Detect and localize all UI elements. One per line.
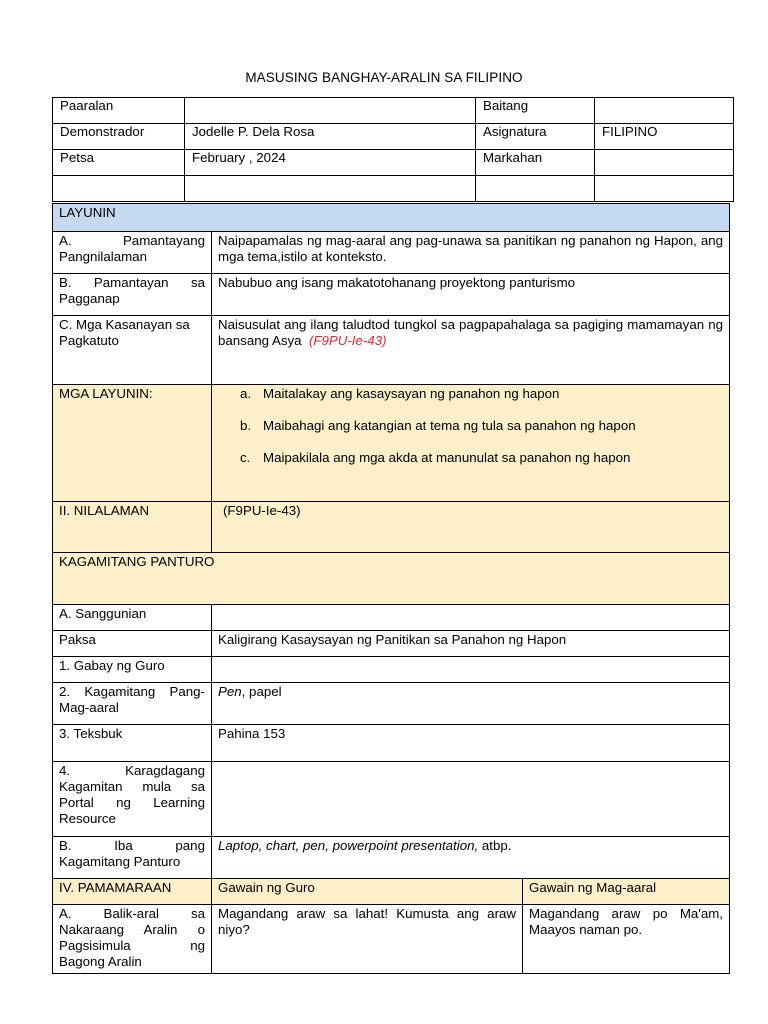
empty-cell	[53, 176, 185, 202]
table-row	[53, 879, 730, 905]
iba-pang-kagamitan-value: Laptop, chart, pen, powerpoint presentation, atbp.	[212, 837, 730, 879]
karagdagang-kagamitan-label: 4. Karagdagang Kagamitan mula sa Portal ng Learning Resource	[53, 762, 212, 837]
baitang-label: Baitang	[476, 98, 595, 124]
balik-aral-label: A. Balik-aral sa Nakaraang Aralin o Pagsisimula ng Bagong Aralin	[53, 905, 212, 974]
empty-cell	[476, 176, 595, 202]
table-row	[53, 316, 730, 385]
list-item: c. Maipakilala ang mga akda at manunulat sa panahon ng hapon	[240, 450, 631, 465]
balik-aral-magaaral-text: Magandang araw po Ma'am, Maayos naman po.	[523, 905, 730, 974]
table-row	[53, 553, 730, 605]
kagamitang-pang-magaaral-value: Pen, papel	[212, 683, 730, 725]
table-row	[53, 837, 730, 879]
balik-aral-guro-text: Magandang araw sa lahat! Kumusta ang araw niyo?	[212, 905, 523, 974]
table-row	[53, 176, 734, 202]
nilalaman-label: II. NILALAMAN	[53, 502, 212, 553]
table-row	[53, 385, 730, 502]
demonstrador-label: Demonstrador	[53, 124, 185, 150]
markahan-label: Markahan	[476, 150, 595, 176]
paaralan-value	[185, 98, 476, 124]
sanggunian-value	[212, 605, 730, 631]
document-title: MASUSING BANGHAY-ARALIN SA FILIPINO	[245, 70, 523, 85]
table-row	[53, 683, 730, 725]
teksbuk-label: 3. Teksbuk	[53, 725, 212, 762]
demonstrador-value: Jodelle P. Dela Rosa	[185, 124, 476, 150]
kasanayan-pagkatuto-text: Naisusulat ang ilang taludtod tungkol sa pagpapahalaga sa pagiging mamamayan ng bansang Asya (F9PU-Ie-43)	[212, 316, 730, 385]
gawain-guro-header: Gawain ng Guro	[212, 879, 523, 905]
table-row	[53, 905, 730, 974]
markahan-value	[595, 150, 734, 176]
table-row	[53, 657, 730, 683]
mga-layunin-label: MGA LAYUNIN:	[53, 385, 212, 502]
sanggunian-label: A. Sanggunian	[53, 605, 212, 631]
table-row	[53, 605, 730, 631]
pamantayan-pagganap-label: B. Pamantayan sa Pagganap	[53, 274, 212, 316]
empty-cell	[185, 176, 476, 202]
gawain-magaaral-header: Gawain ng Mag-aaral	[523, 879, 730, 905]
petsa-label: Petsa	[53, 150, 185, 176]
table-row	[53, 762, 730, 837]
competency-code: (F9PU-Ie-43)	[308, 333, 387, 348]
pamamaraan-label: IV. PAMAMARAAN	[53, 879, 212, 905]
asignatura-value: FILIPINO	[595, 124, 734, 150]
pamantayan-pagganap-text: Nabubuo ang isang makatotohanang proyektong panturismo	[212, 274, 730, 316]
nilalaman-value: (F9PU-Ie-43)	[212, 502, 730, 553]
table-row	[53, 725, 730, 762]
kagamitang-pang-magaaral-label: 2. Kagamitang Pang- Mag-aaral	[53, 683, 212, 725]
table-row	[53, 204, 730, 232]
gabay-guro-label: 1. Gabay ng Guro	[53, 657, 212, 683]
kasanayan-pagkatuto-label: C. Mga Kasanayan sa Pagkatuto	[53, 316, 212, 385]
header-info-table	[52, 97, 734, 202]
mga-layunin-list	[212, 385, 730, 502]
gabay-guro-value	[212, 657, 730, 683]
baitang-value	[595, 98, 734, 124]
empty-cell	[595, 176, 734, 202]
list-item: a. Maitalakay ang kasaysayan ng panahon ng hapon	[240, 386, 560, 401]
table-row	[53, 150, 734, 176]
list-item: b. Maibahagi ang katangian at tema ng tula sa panahon ng hapon	[240, 418, 636, 433]
table-row	[53, 98, 734, 124]
pamantayang-pangnilalaman-label: A. Pamantayang Pangnilalaman	[53, 232, 212, 274]
kagamitang-panturo-heading: KAGAMITANG PANTURO	[53, 553, 730, 605]
table-row	[53, 631, 730, 657]
paaralan-label: Paaralan	[53, 98, 185, 124]
asignatura-label: Asignatura	[476, 124, 595, 150]
table-row	[53, 274, 730, 316]
lesson-plan-table	[52, 203, 730, 974]
paksa-value: Kaligirang Kasaysayan ng Panitikan sa Panahon ng Hapon	[212, 631, 730, 657]
table-row	[53, 502, 730, 553]
table-row	[53, 124, 734, 150]
paksa-label: Paksa	[53, 631, 212, 657]
karagdagang-kagamitan-value	[212, 762, 730, 837]
layunin-heading: LAYUNIN	[53, 204, 730, 232]
table-row	[53, 232, 730, 274]
teksbuk-value: Pahina 153	[212, 725, 730, 762]
petsa-value: February , 2024	[185, 150, 476, 176]
pamantayang-pangnilalaman-text: Naipapamalas ng mag-aaral ang pag-unawa sa panitikan ng panahon ng Hapon, ang mga tema,istilo at konteksto.	[212, 232, 730, 274]
iba-pang-kagamitan-label: B. Iba pang Kagamitang Panturo	[53, 837, 212, 879]
